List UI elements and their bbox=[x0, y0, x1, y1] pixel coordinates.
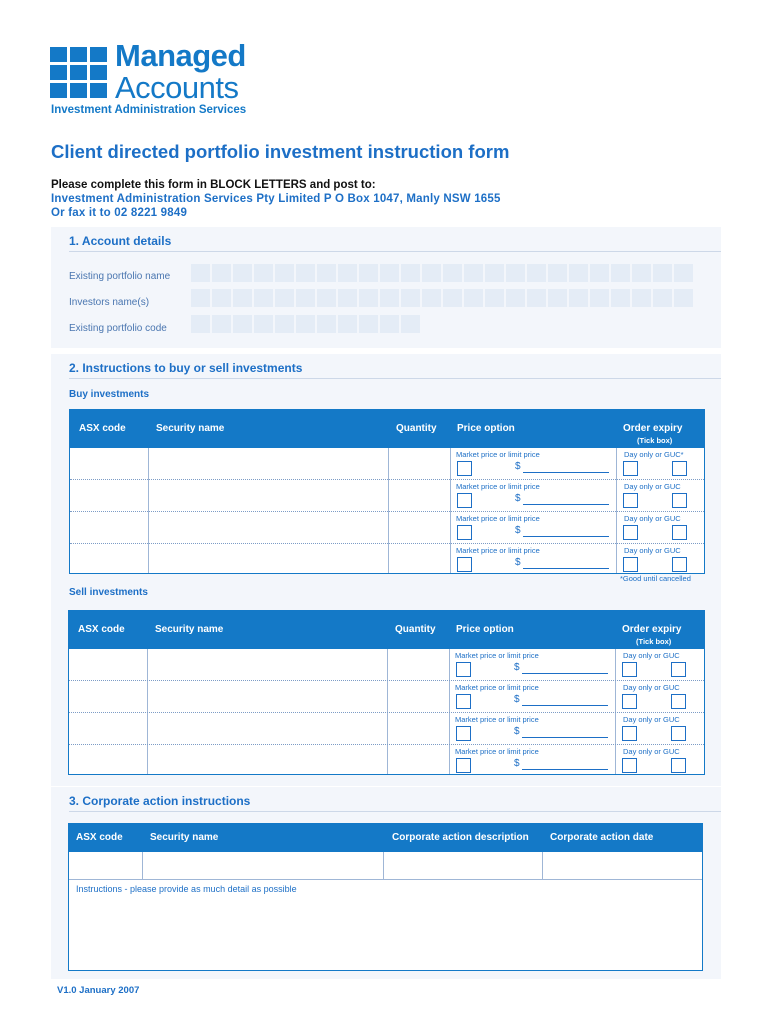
section-2-title: 2. Instructions to buy or sell investments bbox=[69, 361, 303, 375]
order-expiry-label: Day only or GUC bbox=[623, 715, 680, 724]
limit-price-dollar: $ bbox=[514, 758, 520, 769]
price-option-checkbox[interactable] bbox=[457, 557, 472, 572]
instruction-line-1: Please complete this form in BLOCK LETTERS and post to: bbox=[51, 179, 376, 191]
corporate-action-table bbox=[68, 823, 703, 971]
existing-portfolio-name-label: Existing portfolio name bbox=[69, 271, 171, 282]
order-expiry-label: Day only or GUC bbox=[624, 482, 681, 491]
header-order-expiry: Order expiry bbox=[623, 423, 683, 434]
logo-accounts: Accounts bbox=[115, 70, 239, 105]
guc-checkbox[interactable] bbox=[671, 694, 686, 709]
sell-investments-label: Sell investments bbox=[69, 587, 148, 598]
day-only-checkbox[interactable] bbox=[622, 662, 637, 677]
limit-price-dollar: $ bbox=[514, 662, 520, 673]
corporate-action-instructions-box[interactable] bbox=[69, 879, 702, 969]
sell-row[interactable] bbox=[69, 744, 704, 776]
limit-price-input[interactable] bbox=[523, 536, 609, 537]
header-tick-box: (Tick box) bbox=[637, 436, 673, 445]
sell-row[interactable] bbox=[69, 649, 704, 680]
price-option-label: Market price or limit price bbox=[456, 546, 540, 555]
header-security-name: Security name bbox=[156, 423, 225, 434]
price-option-label: Market price or limit price bbox=[455, 651, 539, 660]
buy-investments-label: Buy investments bbox=[69, 389, 150, 400]
existing-portfolio-code-input[interactable] bbox=[191, 315, 420, 333]
day-only-checkbox[interactable] bbox=[623, 557, 638, 572]
price-option-checkbox[interactable] bbox=[456, 662, 471, 677]
buy-row[interactable] bbox=[70, 543, 704, 575]
day-only-checkbox[interactable] bbox=[623, 525, 638, 540]
limit-price-input[interactable] bbox=[522, 737, 608, 738]
header-quantity: Quantity bbox=[396, 423, 437, 434]
instruction-fax: Or fax it to 02 8221 9849 bbox=[51, 207, 188, 219]
limit-price-input[interactable] bbox=[523, 472, 609, 473]
guc-checkbox[interactable] bbox=[672, 557, 687, 572]
header-quantity: Quantity bbox=[395, 624, 436, 635]
limit-price-input[interactable] bbox=[523, 504, 609, 505]
header-security-name: Security name bbox=[150, 832, 219, 843]
price-option-label: Market price or limit price bbox=[455, 715, 539, 724]
day-only-checkbox[interactable] bbox=[622, 726, 637, 741]
header-tick-box: (Tick box) bbox=[636, 637, 672, 646]
existing-portfolio-name-input[interactable] bbox=[191, 264, 693, 282]
guc-checkbox[interactable] bbox=[672, 461, 687, 476]
version-label: V1.0 January 2007 bbox=[57, 985, 140, 996]
investors-names-label: Investors name(s) bbox=[69, 297, 150, 308]
section-3-title: 3. Corporate action instructions bbox=[69, 794, 251, 808]
header-order-expiry: Order expiry bbox=[622, 624, 682, 635]
limit-price-dollar: $ bbox=[514, 694, 520, 705]
order-expiry-label: Day only or GUC bbox=[623, 651, 680, 660]
instruction-address: Investment Administration Services Pty Limited P O Box 1047, Manly NSW 1655 bbox=[51, 193, 501, 205]
order-expiry-label: Day only or GUC bbox=[623, 683, 680, 692]
limit-price-input[interactable] bbox=[522, 705, 608, 706]
corporate-action-header bbox=[69, 824, 702, 852]
price-option-checkbox[interactable] bbox=[457, 461, 472, 476]
limit-price-dollar: $ bbox=[515, 493, 521, 504]
price-option-checkbox[interactable] bbox=[456, 694, 471, 709]
sell-table-header bbox=[69, 611, 704, 649]
price-option-label: Market price or limit price bbox=[455, 747, 539, 756]
existing-portfolio-code-label: Existing portfolio code bbox=[69, 323, 167, 334]
buy-row[interactable] bbox=[70, 479, 704, 511]
price-option-checkbox[interactable] bbox=[457, 493, 472, 508]
price-option-label: Market price or limit price bbox=[456, 450, 540, 459]
buy-table bbox=[69, 409, 705, 574]
header-corporate-action-description: Corporate action description bbox=[392, 832, 529, 843]
logo-managed: Managed bbox=[115, 38, 246, 73]
price-option-label: Market price or limit price bbox=[455, 683, 539, 692]
ca-col-divider bbox=[542, 852, 543, 879]
section-account-details bbox=[51, 227, 721, 348]
guc-checkbox[interactable] bbox=[671, 662, 686, 677]
corporate-action-row[interactable] bbox=[69, 852, 702, 879]
limit-price-input[interactable] bbox=[522, 673, 608, 674]
sell-table bbox=[68, 610, 705, 775]
header-price-option: Price option bbox=[456, 624, 514, 635]
order-expiry-label: Day only or GUC bbox=[624, 546, 681, 555]
investors-names-input[interactable] bbox=[191, 289, 693, 307]
page-title: Client directed portfolio investment instruction form bbox=[51, 141, 510, 162]
price-option-label: Market price or limit price bbox=[456, 482, 540, 491]
limit-price-dollar: $ bbox=[514, 726, 520, 737]
header-asx-code: ASX code bbox=[78, 624, 125, 635]
ca-col-divider bbox=[142, 852, 143, 879]
guc-checkbox[interactable] bbox=[671, 758, 686, 773]
buy-row[interactable] bbox=[70, 448, 704, 479]
day-only-checkbox[interactable] bbox=[623, 493, 638, 508]
footnote-good-until-cancelled: *Good until cancelled bbox=[620, 574, 691, 583]
header-corporate-action-date: Corporate action date bbox=[550, 832, 654, 843]
guc-checkbox[interactable] bbox=[672, 525, 687, 540]
sell-row[interactable] bbox=[69, 712, 704, 744]
sell-row[interactable] bbox=[69, 680, 704, 712]
header-asx-code: ASX code bbox=[76, 832, 123, 843]
order-expiry-label: Day only or GUC* bbox=[624, 450, 684, 459]
section-3-divider bbox=[69, 811, 721, 812]
logo-grid-icon bbox=[50, 47, 108, 99]
limit-price-input[interactable] bbox=[522, 769, 608, 770]
buy-table-header bbox=[70, 410, 704, 448]
section-1-divider bbox=[69, 251, 721, 252]
price-option-checkbox[interactable] bbox=[456, 726, 471, 741]
section-1-title: 1. Account details bbox=[69, 234, 172, 248]
section-2-divider bbox=[69, 378, 721, 379]
guc-checkbox[interactable] bbox=[672, 493, 687, 508]
header-asx-code: ASX code bbox=[79, 423, 126, 434]
buy-row[interactable] bbox=[70, 511, 704, 543]
header-security-name: Security name bbox=[155, 624, 224, 635]
price-option-label: Market price or limit price bbox=[456, 514, 540, 523]
header-price-option: Price option bbox=[457, 423, 515, 434]
day-only-checkbox[interactable] bbox=[622, 758, 637, 773]
limit-price-dollar: $ bbox=[515, 525, 521, 536]
instructions-label: Instructions - please provide as much detail as possible bbox=[76, 884, 297, 894]
day-only-checkbox[interactable] bbox=[622, 694, 637, 709]
limit-price-dollar: $ bbox=[515, 557, 521, 568]
limit-price-dollar: $ bbox=[515, 461, 521, 472]
order-expiry-label: Day only or GUC bbox=[624, 514, 681, 523]
ca-col-divider bbox=[383, 852, 384, 879]
order-expiry-label: Day only or GUC bbox=[623, 747, 680, 756]
guc-checkbox[interactable] bbox=[671, 726, 686, 741]
logo-subtitle: Investment Administration Services bbox=[51, 104, 247, 116]
price-option-checkbox[interactable] bbox=[456, 758, 471, 773]
day-only-checkbox[interactable] bbox=[623, 461, 638, 476]
limit-price-input[interactable] bbox=[523, 568, 609, 569]
price-option-checkbox[interactable] bbox=[457, 525, 472, 540]
